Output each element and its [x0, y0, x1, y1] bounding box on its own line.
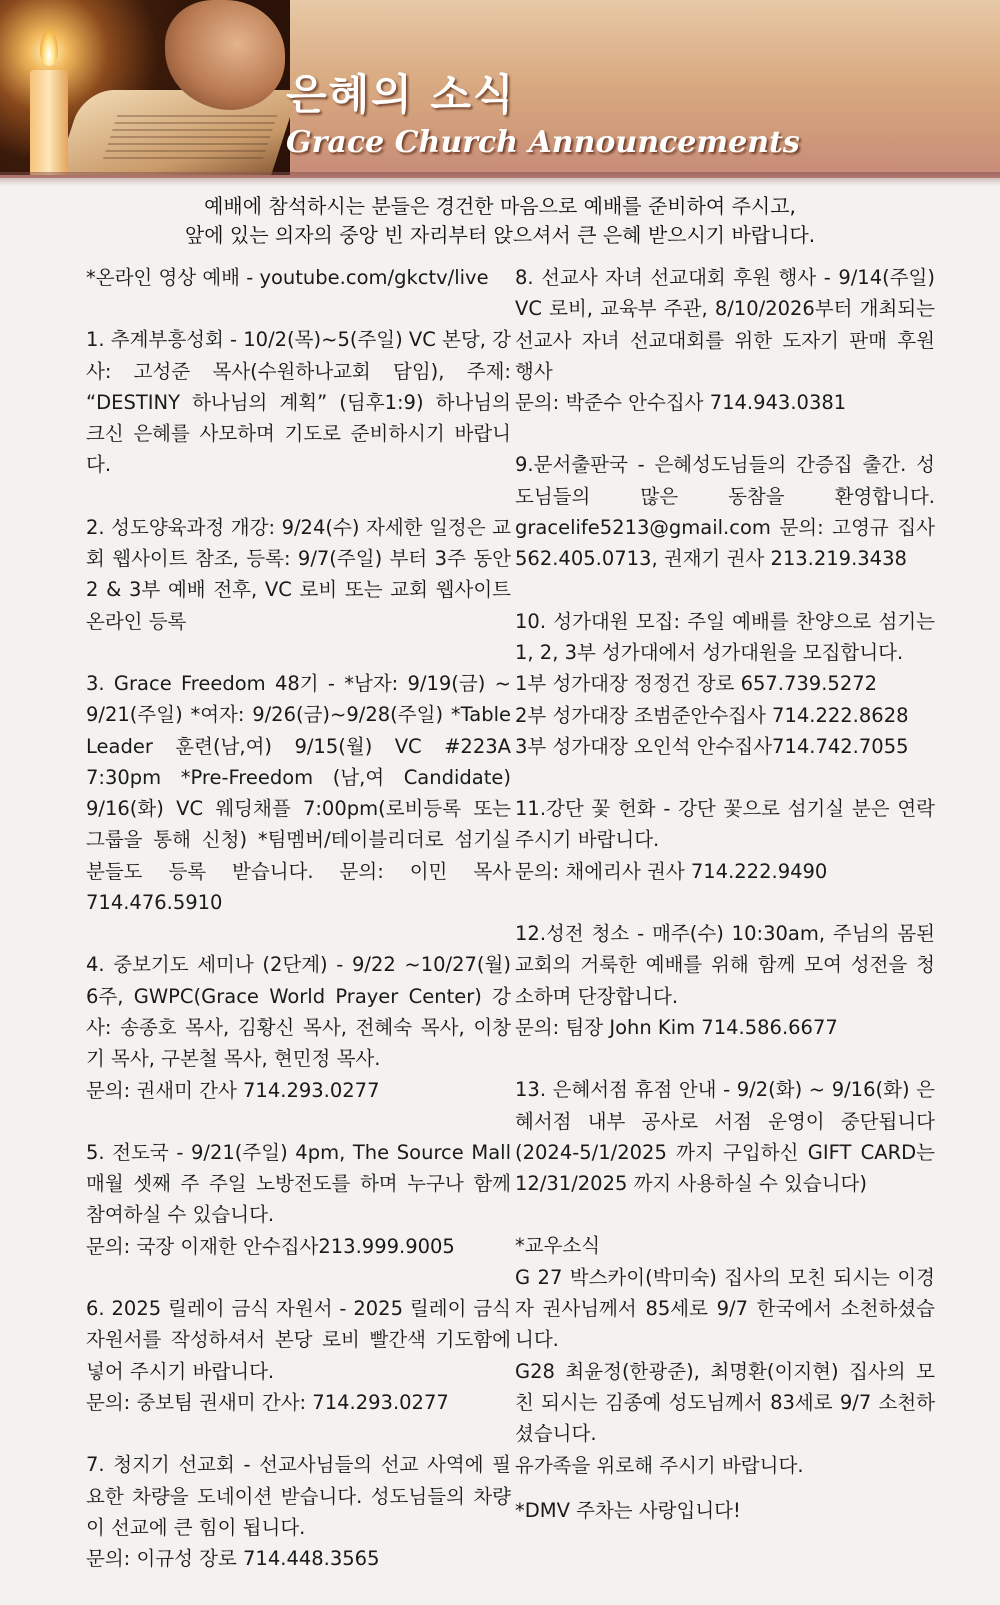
announcement-prayer-seminar — [86, 949, 511, 1105]
announcement-line: G 27 박스카이(박미숙) 집사의 모친 되시는 이경자 권사님께서 85세로 9/7 한국에서 소천하셨습니다. — [515, 1265, 935, 1352]
announcement-line: 12.성전 청소 - 매주(수) 10:30am, 주님의 몸된 교회의 거룩한 예배를 위해 함께 모여 성전을 청소하며 단장합니다. — [515, 922, 935, 1008]
announcement-line: 1. 추계부흥성회 - 10/2(목)~5(주일) VC 본당, 강사: 고성준 목사(수원하나교회 담임), 주제: “DESTINY 하나님의 계획” (딤후1:9) 하나님의 크신 은혜를 사모하며 기도로 준비하시기 바랍니다. — [86, 328, 511, 477]
page-subtitle: Grace Church Announcements — [286, 125, 800, 160]
announcement-member-news — [515, 1230, 935, 1480]
announcement-altar-flowers — [515, 793, 935, 887]
announcements-right-column — [515, 262, 935, 1557]
header-banner — [0, 0, 1000, 178]
intro-line: 예배에 참석하시는 분들은 경건한 마음으로 예배를 준비하여 주시고, — [204, 194, 796, 218]
announcement-contact: 문의: 국장 이재한 안수집사213.999.9005 — [86, 1234, 455, 1258]
announcement-evangelism — [86, 1137, 511, 1262]
announcement-line: G28 최윤정(한광준), 최명환(이지현) 집사의 모친 되시는 김종예 성도님께서 83세로 9/7 소천하셨습니다. — [515, 1359, 935, 1446]
announcement-line: *온라인 영상 예배 - youtube.com/gkctv/live — [86, 266, 489, 289]
announcement-contact: 1부 성가대장 정정건 장로 657.739.5272 — [515, 672, 878, 696]
announcement-heading: *교우소식 — [515, 1234, 601, 1258]
announcement-publishing — [515, 449, 935, 574]
announcement-line: *DMV 주차는 사랑입니다! — [515, 1498, 741, 1522]
announcements-left-column — [86, 262, 511, 1605]
announcement-line: 8. 선교사 자녀 선교대회 후원 행사 - 9/14(주일) VC 로비, 교육부 주관, 8/10/2026부터 개최되는 선교사 자녀 선교대회를 위한 도자기 판매 후원 행사 — [515, 266, 935, 383]
announcement-contact: 문의: 중보팀 권새미 간사: 714.293.0277 — [86, 1390, 449, 1414]
announcement-line: 5. 전도국 - 9/21(주일) 4pm, The Source Mall 매월 셋째 주 주일 노방전도를 하며 누구나 함께 참여하실 수 있습니다. — [86, 1140, 511, 1227]
page-title: 은혜의 소식 — [286, 70, 516, 119]
announcement-revival — [86, 324, 511, 480]
announcement-line: 2. 성도양육과정 개강: 9/24(수) 자세한 일정은 교회 웹사이트 참조, 등록: 9/7(주일) 부터 3주 동안 2 & 3부 예배 전후, VC 로비 또는 교회 웹사이트 온라인 등록 — [86, 515, 511, 633]
bible-text-lines — [103, 115, 278, 160]
candle-flame-icon — [40, 30, 58, 66]
header-shadow — [0, 172, 1000, 186]
announcement-grace-freedom — [86, 668, 511, 918]
announcement-online-worship — [86, 262, 511, 293]
announcement-relay-fasting — [86, 1293, 511, 1418]
announcement-contact: 문의: 권새미 간사 714.293.0277 — [86, 1078, 380, 1102]
announcement-line: 3. Grace Freedom 48기 - *남자: 9/19(금) ~ 9/21(주일) *여자: 9/26(금)~9/28(주일) *Table Leader 훈련(남,여) 9/15(월) VC #223A 7:30pm *Pre-Freedom (남,여 Candidate) 9/16(화) VC 웨딩채플 7:00pm(로비등록 또는 그룹을 통해 신청) *팀멤버/테이블리더로 섬기실 분들도 등록 받습니다. 문의: 이민 목사 714.476.5910 — [86, 671, 511, 915]
announcement-discipleship — [86, 512, 511, 637]
announcement-dmv-parking — [515, 1495, 935, 1526]
announcement-contact: 2부 성가대장 조범준안수집사 714.222.8628 — [515, 703, 909, 727]
announcement-contact: 문의: 팀장 John Kim 714.586.6677 — [515, 1015, 838, 1039]
announcement-sanctuary-cleaning — [515, 918, 935, 1043]
announcement-line: 유가족을 위로해 주시기 바랍니다. — [515, 1453, 804, 1477]
announcement-contact: 문의: 박준수 안수집사 714.943.0381 — [515, 391, 847, 415]
announcement-stewardship-mission — [86, 1449, 511, 1574]
announcement-line: 6. 2025 릴레이 금식 자원서 - 2025 릴레이 금식 자원서를 작성하셔서 본당 로비 빨간색 기도함에 넣어 주시기 바랍니다. — [86, 1297, 511, 1383]
intro-line: 앞에 있는 의자의 중앙 빈 자리부터 앉으셔서 큰 은혜 받으시기 바랍니다. — [184, 223, 816, 247]
announcement-line: 4. 중보기도 세미나 (2단계) - 9/22 ~10/27(월) 6주, GWPC(Grace World Prayer Center) 강사: 송종호 목사, 김황신 목사, 전혜숙 목사, 이창기 목사, 구본철 목사, 현민정 목사. — [86, 953, 511, 1071]
announcement-line: 13. 은혜서점 휴점 안내 - 9/2(화) ~ 9/16(화) 은혜서점 내부 공사로 서점 운영이 중단됩니다 (2024-5/1/2025 까지 구입하신 GIFT CARD는 12/31/2025 까지 사용하실 수 있습니다) — [515, 1078, 935, 1196]
announcement-contact: 문의: 이규성 장로 714.448.3565 — [86, 1547, 380, 1571]
announcement-line: 10. 성가대원 모집: 주일 예배를 찬양으로 섬기는 1, 2, 3부 성가대에서 성가대원을 모집합니다. — [515, 609, 935, 664]
announcement-mk-conference — [515, 262, 935, 418]
announcement-bookstore-closure — [515, 1074, 935, 1199]
intro-notice — [60, 192, 940, 250]
announcement-line: 11.강단 꽃 헌화 - 강단 꽃으로 섬기실 분은 연락 주시기 바랍니다. — [515, 797, 935, 852]
announcement-contact: 3부 성가대장 오인석 안수집사714.742.7055 — [515, 734, 909, 758]
announcement-line: 7. 청지기 선교회 - 선교사님들의 선교 사역에 필요한 차량을 도네이션 받습니다. 성도님들의 차량이 선교에 큰 힘이 됩니다. — [86, 1453, 511, 1539]
candle-image — [30, 70, 68, 175]
announcement-line: 9.문서출판국 - 은혜성도님들의 간증집 출간. 성도님들의 많은 동참을 환영합니다. gracelife5213@gmail.com 문의: 고영규 집사 562.405.0713, 권재기 권사 213.219.3438 — [515, 453, 935, 571]
announcement-contact: 문의: 채에리사 권사 714.222.9490 — [515, 859, 828, 883]
announcement-choir — [515, 606, 935, 762]
